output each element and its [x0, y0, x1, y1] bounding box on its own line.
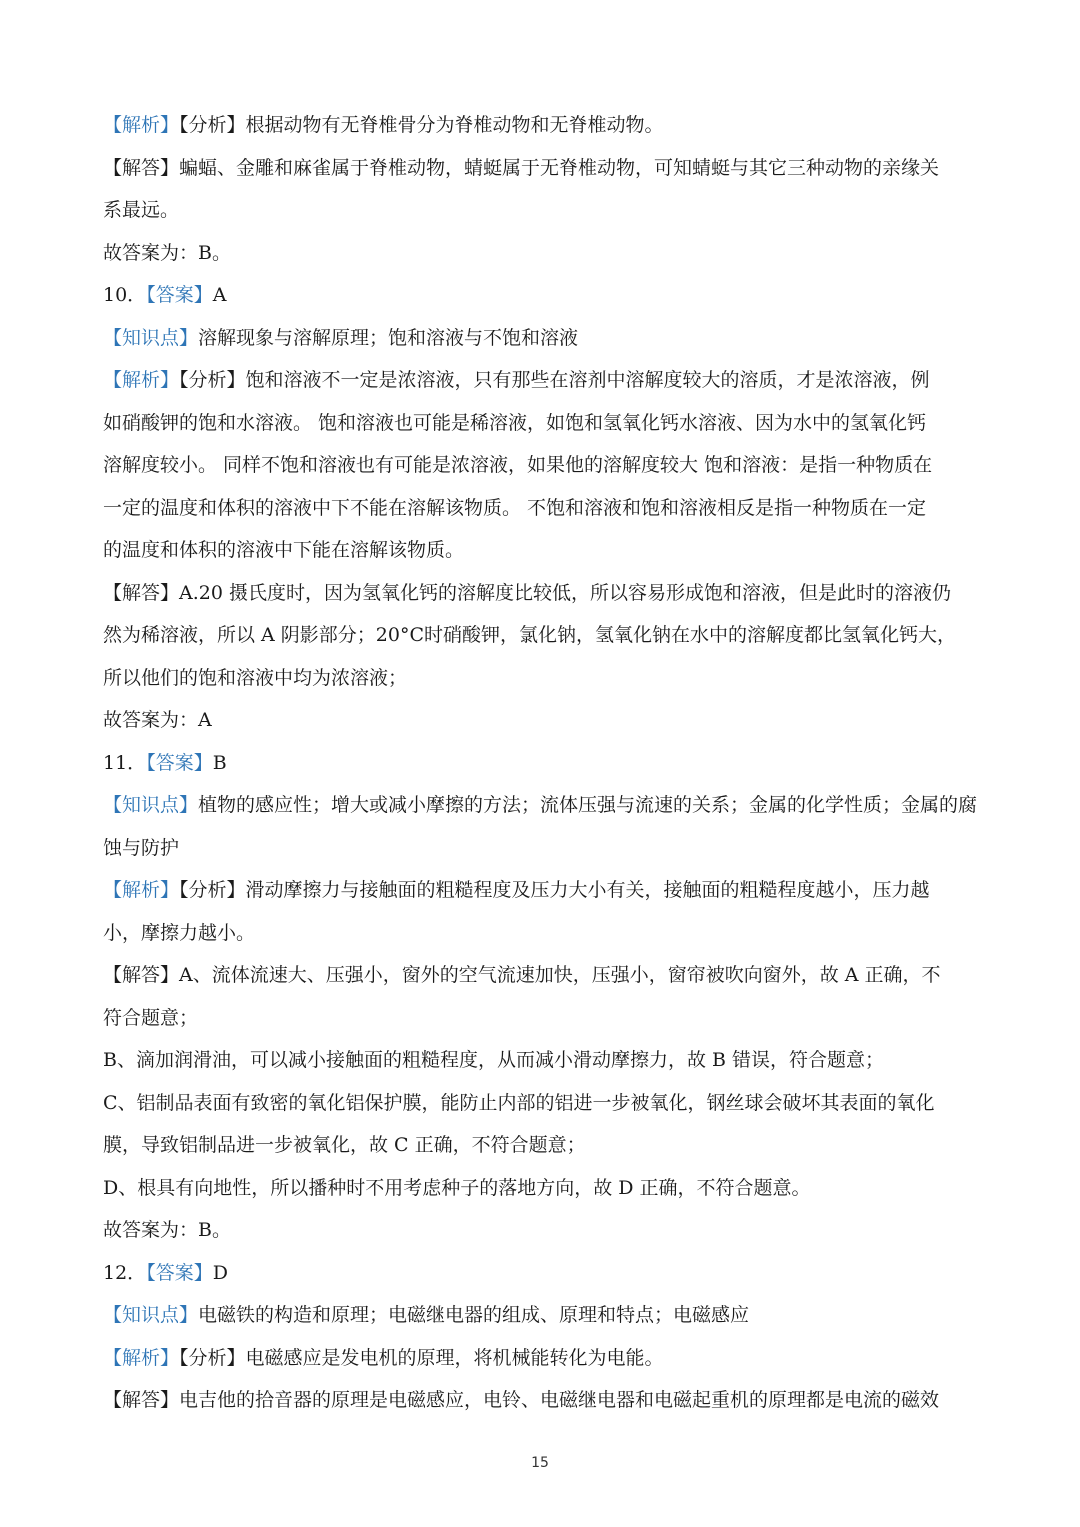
line-text: A [212, 284, 227, 306]
text-line [103, 487, 979, 530]
text-line [103, 699, 979, 742]
line-text: 的温度和体积的溶液中下能在溶解该物质。 [103, 539, 465, 561]
section-tag: 【解析】 [103, 114, 180, 136]
text-line [103, 657, 979, 700]
line-text: 溶解度较小。 同样不饱和溶液也有可能是浓溶液，如果他的溶解度较大 饱和溶液：是指一种物质在 [103, 454, 933, 476]
page-number: 15 [531, 1455, 549, 1471]
text-line [103, 1124, 979, 1167]
line-text: 如硝酸钾的饱和水溶液。 饱和溶液也可能是稀溶液，如饱和氢氧化钙水溶液、因为水中的氢氧化钙 [103, 411, 927, 434]
text-line [103, 317, 979, 360]
text-line [103, 827, 979, 870]
line-text: 故答案为：B。 [103, 241, 231, 264]
line-text: 小，摩擦力越小。 [103, 921, 256, 944]
text-line [103, 232, 979, 275]
text-line [103, 742, 979, 785]
line-text: 【解答】A.20 摄氏度时，因为氢氧化钙的溶解度比较低，所以容易形成饱和溶液，但是此时的溶液仍 [103, 581, 951, 604]
text-line [103, 1252, 979, 1295]
section-tag: 【答案】 [146, 751, 213, 774]
line-text: 【解答】蝙蝠、金雕和麻雀属于脊椎动物，蜻蜓属于无脊椎动物，可知蜻蜓与其它三种动物的亲缘关 [103, 156, 940, 179]
line-text: 【解答】电吉他的拾音器的原理是电磁感应，电铃、电磁继电器和电磁起重机的原理都是电流的磁效 [103, 1389, 940, 1411]
line-text: 【分析】滑动摩擦力与接触面的粗糙程度及压力大小有关，接触面的粗糙程度越小，压力越 [179, 879, 930, 901]
line-text: D [212, 1261, 228, 1284]
section-tag: 【知识点】 [103, 1304, 199, 1326]
text-line [103, 1209, 979, 1252]
section-tag: 【解析】 [103, 369, 180, 391]
section-tag: 【知识点】 [103, 326, 199, 349]
page-content [103, 104, 979, 1422]
section-tag: 【答案】 [146, 1261, 213, 1284]
text-line [103, 954, 979, 997]
line-text: C、铝制品表面有致密的氧化铝保护膜，能防止内部的铝进一步被氧化，钢丝球会破坏其表面的氧化 [103, 1091, 935, 1114]
text-line [103, 274, 979, 317]
text-line [103, 359, 979, 402]
text-line [103, 402, 979, 445]
text-line [103, 997, 979, 1040]
section-tag: 【答案】 [146, 284, 213, 306]
text-line [103, 912, 979, 955]
text-line [103, 614, 979, 657]
line-text: 蚀与防护 [103, 836, 180, 859]
text-line [103, 147, 979, 190]
question-number: 12． [103, 1261, 147, 1284]
line-text: 电磁铁的构造和原理；电磁继电器的组成、原理和特点；电磁感应 [198, 1304, 750, 1326]
line-text: 然为稀溶液，所以 A 阴影部分；20°C时硝酸钾，氯化钠，氢氧化钠在水中的溶解度都比氢氧化钙大， [103, 624, 957, 646]
text-line [103, 1294, 979, 1337]
line-text: 【分析】饱和溶液不一定是浓溶液，只有那些在溶剂中溶解度较大的溶质，才是浓溶液，例 [179, 369, 930, 391]
text-line [103, 444, 979, 487]
line-text: 系最远。 [103, 199, 180, 221]
question-number: 10． [103, 284, 147, 306]
line-text: 故答案为：A [103, 709, 212, 731]
line-text: 所以他们的饱和溶液中均为浓溶液； [103, 666, 408, 689]
line-text: 【解答】A、流体流速大、压强小，窗外的空气流速加快，压强小，窗帘被吹向窗外，故 A 正确，不 [103, 964, 941, 986]
text-line [103, 1039, 979, 1082]
line-text: 【分析】根据动物有无脊椎骨分为脊椎动物和无脊椎动物。 [179, 114, 664, 136]
text-line [103, 869, 979, 912]
line-text: B [212, 751, 227, 774]
section-tag: 【解析】 [103, 1346, 180, 1369]
section-tag: 【解析】 [103, 879, 180, 901]
line-text: 符合题意； [103, 1006, 199, 1029]
text-line [103, 1337, 979, 1380]
text-line [103, 1082, 979, 1125]
line-text: B、滴加润滑油，可以减小接触面的粗糙程度，从而减小滑动摩擦力，故 B 错误，符合题意； [103, 1049, 885, 1071]
text-line [103, 784, 979, 827]
line-text: 故答案为：B。 [103, 1219, 231, 1241]
text-line [103, 189, 979, 232]
line-text: 【分析】电磁感应是发电机的原理，将机械能转化为电能。 [179, 1346, 664, 1369]
section-tag: 【知识点】 [103, 794, 199, 816]
text-line [103, 572, 979, 615]
text-line [103, 1379, 979, 1422]
line-text: D、根具有向地性，所以播种时不用考虑种子的落地方向，故 D 正确，不符合题意。 [103, 1176, 811, 1199]
text-line [103, 104, 979, 147]
line-text: 溶解现象与溶解原理；饱和溶液与不饱和溶液 [198, 326, 579, 349]
line-text: 膜，导致铝制品进一步被氧化，故 C 正确，不符合题意； [103, 1134, 586, 1156]
text-line [103, 1167, 979, 1210]
line-text: 植物的感应性；增大或减小摩擦的方法；流体压强与流速的关系；金属的化学性质；金属的腐 [198, 794, 978, 816]
question-number: 11． [103, 751, 147, 774]
text-line [103, 529, 979, 572]
line-text: 一定的温度和体积的溶液中下不能在溶解该物质。 不饱和溶液和饱和溶液相反是指一种物质在一定 [103, 496, 927, 519]
